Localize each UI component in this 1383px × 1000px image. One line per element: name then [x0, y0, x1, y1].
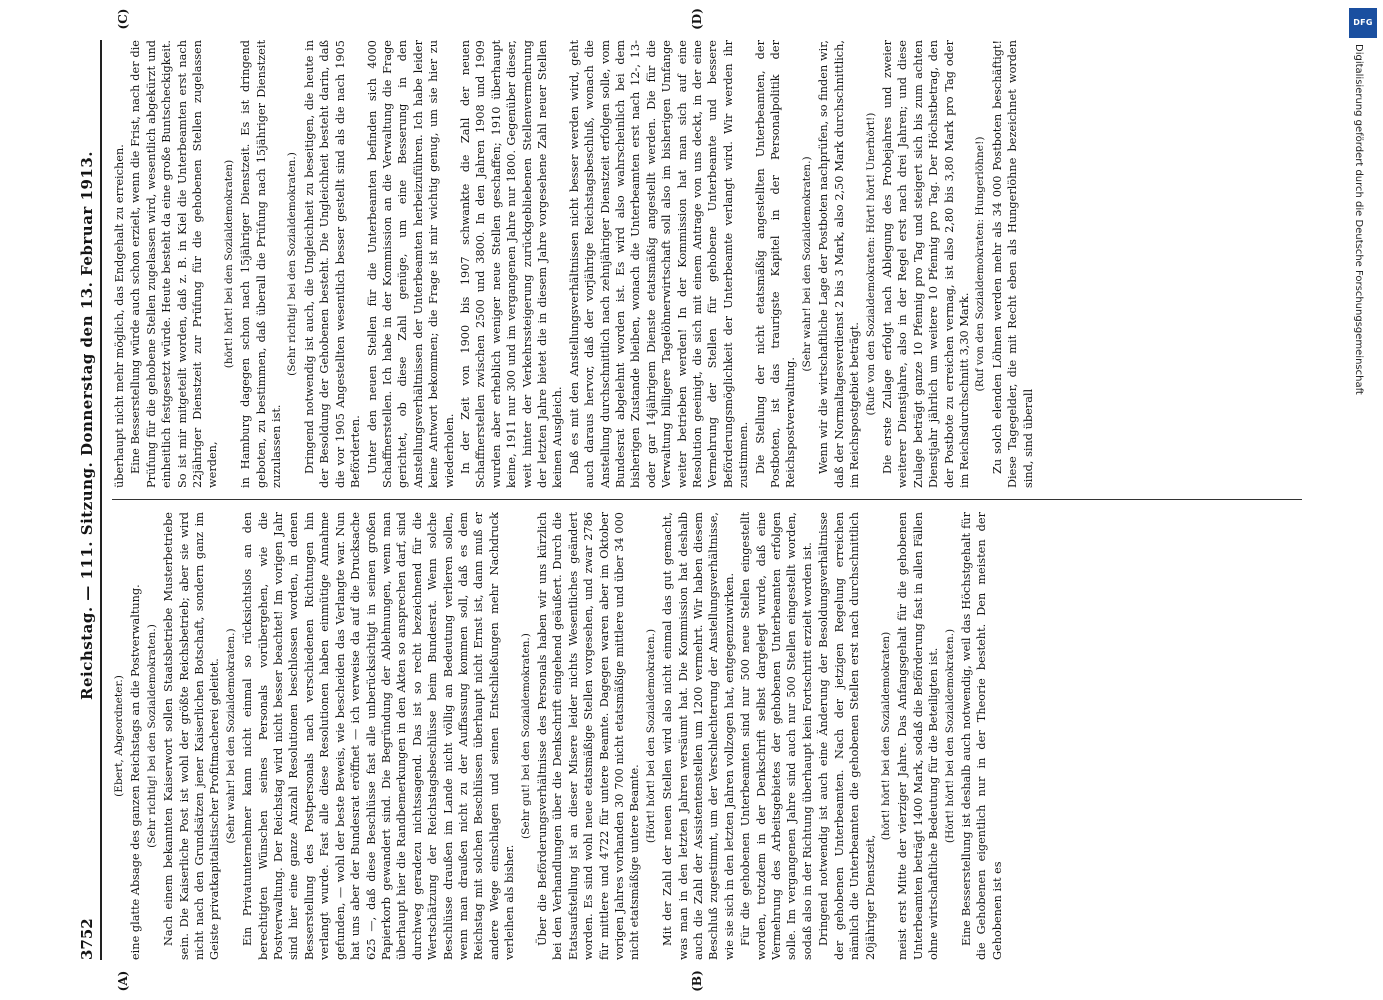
paragraph: Eine Besserstellung würde auch schon erzielt, wenn die Frist, nach der die Prüfung für die gehobene Stellen zugelassen wird, wesentlich abgekürzt und einheitlich festgesetzt würde. Heute besteht da eine große Buntscheckigkeit. So ist mir mitgeteilt worden, daß z. B. in Kiel die Unterbeamten erst nach 22jähriger Dienstzeit zur Prüfung für die gehobenen Stellen zugelassen werden, [129, 40, 220, 488]
interjection: (Sehr gut! bei den Sozialdemokraten.) [519, 633, 532, 839]
margin-marker-d: (D) [690, 8, 704, 30]
credit-text: Digitalisierung gefördert durch die Deutsche Forschungsgemeinschaft [1353, 44, 1364, 395]
digitization-credit [1345, 0, 1383, 1000]
interjection: (hört! hört! bei den Sozialdemokraten) [879, 631, 892, 841]
interjection: (Sehr richtig! bei den Sozialdemokraten.) [145, 624, 158, 848]
paragraph: Eine Besserstellung ist deshalb auch notwendig, weil das Höchstgehalt für die Gehobenen eigentlich nur in der Theorie besteht. Den meisten der Gehobenen ist es [959, 512, 1004, 960]
paragraph: Über die Beförderungsverhältnisse des Personals haben wir uns kürzlich bei den Verhandlungen über die Denkschrift eingehend geäußert. Durch die Etatsaufstellung ist an dieser Misere leider nichts Wesentliches geändert worden. Es sind wohl neue etatsmäßige Stellen vorgesehen, und zwar 2786 für mittlere und 4722 für untere Beamte. Dagegen waren aber im Oktober vorigen Jahres vorhanden 30 700 nicht etatsmäßige mittlere und über 34 000 nicht etatsmäßige untere Beamte. [535, 512, 642, 960]
column-divider [112, 499, 1302, 500]
dfg-logo: DFG [1349, 8, 1377, 38]
margin-marker-a: (A) [116, 970, 130, 992]
page-number: 3752 [78, 918, 96, 960]
paragraph: Nach einem bekannten Kaiserwort sollen Staatsbetriebe Musterbetriebe sein. Die Kaiserliche Post ist wohl der größte Reichsbetrieb; aber sie wird nicht nach den Grundsätzen jener Kaiserlichen Botschaft, sondern ganz im Geiste privatkapitalistischer Profitmacherei geleitet. [162, 512, 222, 960]
margin-marker-c: (C) [116, 8, 130, 30]
interjection: (Sehr richtig! bei den Sozialdemokraten.) [286, 152, 299, 376]
paragraph: überhaupt nicht mehr möglich, das Endgehalt zu erreichen. [113, 144, 126, 488]
paragraph: Die Stellung der nicht etatsmäßig angestellten Unterbeamten, der Postboten, ist das traurigste Kapitel in der Personalpolitik der Reichspostverwaltung. [753, 40, 798, 488]
interjection: (Sehr wahr! bei den Sozialdemokraten.) [800, 156, 813, 372]
interjection: (Hört! hört! bei den Sozialdemokraten.) [943, 628, 956, 844]
interjection: (hört! hört! bei den Sozialdemokraten) [222, 159, 235, 369]
paragraph: meist erst Mitte der vierziger Jahre. Das Anfangsgehalt für die gehobenen Unterbeamten beträgt 1400 Mark, sodaß die Beförderung fast in allen Fällen ohne wirtschaftliche Bedeutung für die Beteiligten ist. [896, 512, 941, 960]
interjection: (Sehr wahr! bei den Sozialdemokraten.) [224, 628, 237, 844]
paragraph: Unter den neuen Stellen für die Unterbeamten befinden sich 4000 Schaffnerstellen. Ich habe in der Kommission an die Verwaltung die Frage gerichtet, ob diese Zahl genüge, um eine Besserung in den Anstellungsverhältnissen der Unterbeamten herbeizuführen. Ich habe leider keine Antwort bekommen; die Frage ist mir wichtig genug, um sie hier zu wiederholen. [365, 40, 456, 488]
paragraph: Ein Privatunternehmer kann nicht einmal so rücksichtslos an den berechtigten Wünschen seines Personals vorübergehen, wie die Postverwaltung. Der Reichstag wird nicht besser beachtet! Im vorigen Jahr sind hier eine ganze Anzahl Resolutionen beschlossen worden, in denen Besserstellung des Postpersonals nach verschiedenen Richtungen hin verlangt wurde. Fast alle diese Resolutionen haben einmütige Annahme gefunden, — wohl der beste Beweis, wie bescheiden das Verlangte war. Nun hat uns aber der Bundesrat eröffnet — ich verweise da auf die Drucksache 625 —, daß diese Beschlüsse fast alle unberücksichtigt in seinen großen Papierkorb gewandert sind. Die Begründung der Ablehnungen, wenn man überhaupt hier die Randbemerkungen in den Akten so ansprechen darf, sind durchweg geradezu nichtssagend. Das ist so recht bezeichnend für die Wertschätzung der Reichstagsbeschlüsse beim Bundesrat. Wenn solche Beschlüsse draußen im Lande nicht völlig an Bedeutung verlieren sollen, wenn man draußen nicht zu der Auffassung kommen soll, daß es dem Reichstag mit solchen Beschlüssen überhaupt nicht Ernst ist, dann muß er andere Wege einschlagen und seinen Entschließungen mehr Nachdruck verleihen als bisher. [241, 512, 517, 960]
paragraph: Mit der Zahl der neuen Stellen wird also nicht einmal das gut gemacht, was man in den letzten Jahren versäumt hat. Die Kommission hat deshalb auch die Zahl der Assistentenstellen um 1200 vermehrt. Wir haben diesem Beschluß zugestimmt, um der Verschlechterung der Anstellungsverhältnisse, wie sie sich in den letzten Jahren vollzogen hat, entgegenzuwirken. [661, 512, 736, 960]
page-header [70, 0, 104, 1000]
interjection: (Hört! hört! bei den Sozialdemokraten.) [644, 628, 657, 844]
paragraph: Dringend notwendig ist auch eine Änderung der Besoldungsverhältnisse der gehobenen Unterbeamten. Nach der jetzigen Regelung erreichen nämlich die Unterbeamten die gehobenen Stellen erst nach durchschnittlich 20jähriger Dienstzeit, [817, 512, 877, 960]
paragraph: Dringend notwendig ist auch, die Ungleichheit zu beseitigen, die heute in der Besoldung der Gehobenen besteht. Die Ungleichheit besteht darin, daß die vor 1905 Angestellten wesentlich besser gestellt sind als die nach 1905 Beförderten. [302, 40, 363, 488]
right-text-column [112, 40, 1302, 488]
interjection: (Rufe von den Sozialdemokraten: Hört! hört! Unerhört!) [864, 112, 877, 416]
paragraph: Daß es mit den Anstellungsverhältnissen nicht besser werden wird, geht auch daraus hervor, daß der vorjährige Reichstagsbeschluß, wonach die Anstellung durchschnittlich nach zehnjähriger Dienstzeit erfolgen solle, vom Bundesrat abgelehnt worden ist. Es wird also wahrscheinlich bei dem bisherigen Zustande bleiben, wonach die Unterbeamten erst nach 12-, 13- oder gar 14jährigem Dienste etatsmäßig angestellt werden. Die für die Verwaltung billigere Tagelöhnerwirtschaft soll also im bisherigen Umfange weiter betrieben werden! In der Kommission hat man sich auf eine Resolution geeinigt, die sich mit einem Antrage von uns deckt, in der eine Vermehrung der Stellen für gehobene Unterbeamte und bessere Beförderungsmöglichkeit der Unterbeamte verlangt wird. Wir werden ihr zustimmen. [567, 40, 751, 488]
paragraph: In der Zeit von 1900 bis 1907 schwankte die Zahl der neuen Schaffnerstellen zwischen 2500 und 3800. In den Jahren 1908 und 1909 wurden aber erheblich weniger neue Stellen geschaffen; 1910 überhaupt keine, 1911 nur 300 und im vergangenen Jahre nur 1800. Gegenüber dieser, weit hinter der Verkehrssteigerung zurückgebliebenen Stellenvermehrung der letzten Jahre bietet die in diesem Jahre vorgesehene Zahl neuer Stellen keinen Ausgleich. [458, 40, 565, 488]
paragraph: Für die gehobenen Unterbeamten sind nur 500 neue Stellen eingestellt worden, trotzdem in der Denkschrift selbst dargelegt wurde, daß eine Vermehrung des Arbeitsgebietes der gehobenen Unterbeamten erfolgen solle. Im vergangenen Jahre sind auch nur 500 Stellen eingestellt worden, sodaß also in der Richtung überhaupt kein Fortschritt erzielt worden ist. [739, 512, 814, 960]
interjection: (Ruf von den Sozialdemokraten: Hungerlöhne!) [974, 136, 987, 392]
paragraph: in Hamburg dagegen schon nach 15jähriger Dienstzeit. Es ist dringend geboten, zu bestimmen, daß überall die Prüfung nach 15jähriger Dienstzeit zuzulassen ist. [239, 40, 284, 488]
paragraph: Zu solch elenden Löhnen werden mehr als 34 000 Postboten beschäftigt! Diese Tagegelder, die mit Recht eben als Hungerlöhne bezeichnet worden sind, sind überall [990, 40, 1035, 488]
document-page [70, 0, 1310, 1000]
paragraph: Wenn wir die wirtschaftliche Lage der Postboten nachprüfen, so finden wir, daß der Normaltagesverdienst 2 bis 3 Mark, also 2,50 Mark durchschnittlich, im Reichspostgebiet beträgt. [817, 40, 862, 488]
header-rule [100, 40, 102, 960]
left-text-column [112, 512, 1302, 960]
interjection: (Ebert, Abgeordneter.) [113, 675, 125, 797]
running-title: Reichstag. — 111. Sitzung. Donnerstag den 13. Februar 1913. [78, 150, 96, 700]
margin-marker-b: (B) [690, 970, 704, 992]
paragraph: eine glatte Absage des ganzen Reichstags an die Postverwaltung. [129, 584, 143, 960]
paragraph: Die erste Zulage erfolgt nach Ablegung des Probejahres und zweier weiterer Dienstjahre, also in der Regel erst nach drei Jahren; und diese Zulage beträgt ganze 10 Pfennig pro Tag und steigert sich bis zum achten Dienstjahr jährlich um weitere 10 Pfennig pro Tag. Der Höchstbetrag, den der Postbote zu erreichen vermag, ist also 2,80 bis 3,80 Mark pro Tag oder im Reichsdurchschnitt 3,30 Mark. [880, 40, 971, 488]
